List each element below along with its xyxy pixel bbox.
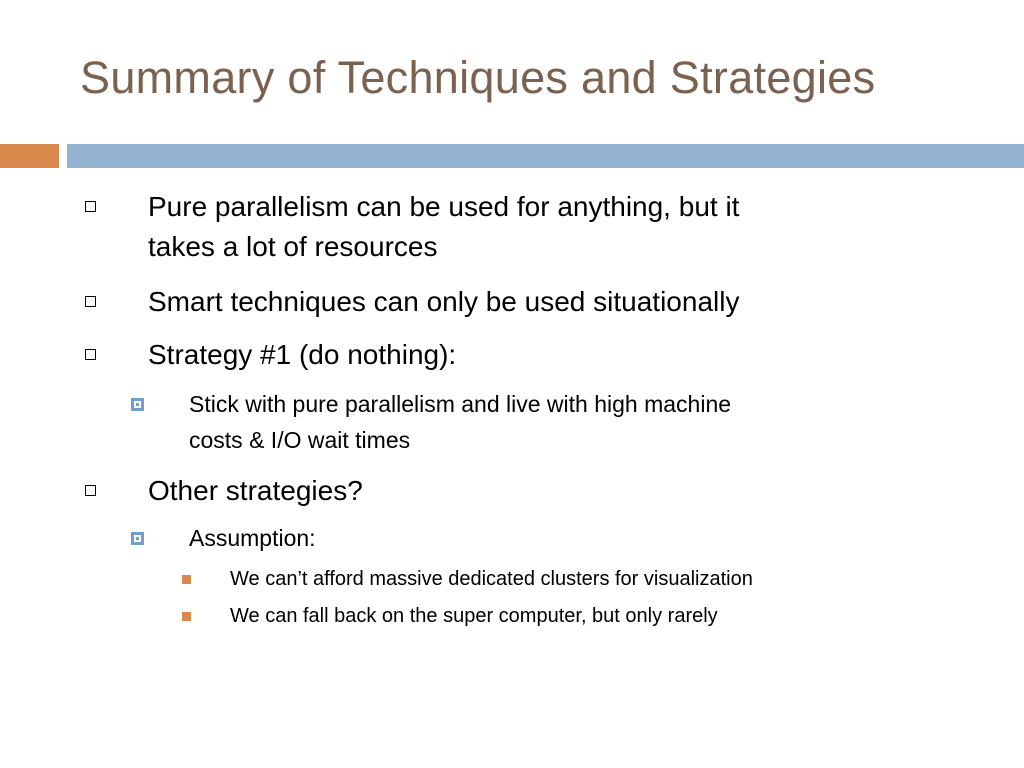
sub-sub-bullet-item [230,561,753,597]
hollow-square-bullet-icon [85,201,96,212]
framed-square-bullet-icon [131,532,144,545]
bullet-item [148,282,739,322]
framed-square-bullet-icon [131,398,144,411]
bullet-line: We can’t afford massive dedicated clusters for visualization [230,568,753,590]
bullet-item [148,471,363,511]
bullet-line: Stick with pure parallelism and live with high machine [189,391,732,417]
hollow-square-bullet-icon [85,485,96,496]
filled-square-bullet-icon [182,612,191,621]
hollow-square-bullet-icon [85,349,96,360]
sub-bullet-item [189,386,731,458]
bullet-line: Smart techniques can only be used situationally [148,286,740,317]
bullet-line: Assumption: [189,525,316,551]
hollow-square-bullet-icon [85,296,96,307]
filled-square-bullet-icon [182,575,191,584]
sub-sub-bullet-item [230,598,718,634]
bullet-line: costs & I/O wait times [189,427,411,453]
bullet-line: Strategy #1 (do nothing): [148,339,457,370]
bullet-line: Other strategies? [148,475,363,506]
slide-title: Summary of Techniques and Strategies [80,52,876,103]
bullet-item [148,187,739,267]
bullet-item [148,335,456,375]
bullet-line: takes a lot of resources [148,231,438,262]
sub-bullet-item [189,520,316,556]
bullet-line: We can fall back on the super computer, but only rarely [230,605,718,627]
bullet-line: Pure parallelism can be used for anything, but it [148,191,740,222]
